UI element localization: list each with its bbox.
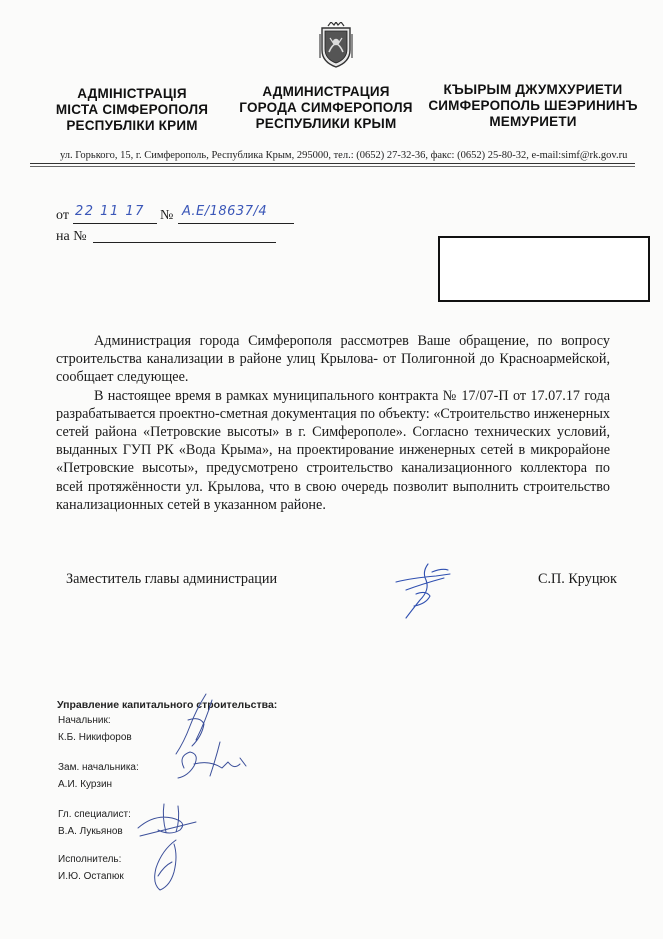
signature-scribble [392,560,472,620]
org-cr-line-2: СИМФЕРОПОЛЬ ШЕЭРИНИНЪ [428,98,638,113]
number-value: А.Е/18637/4 [182,204,268,219]
org-ru-line-2: ГОРОДА СИМФЕРОПОЛЯ [239,100,413,115]
approver-role: Начальник: [58,715,111,726]
crimea-coat-of-arms-icon [318,22,354,68]
body-paragraph: В настоящее время в рамках муниципального контракта № 17/07-П от 17.07.17 года разрабатывается проектно-сметная документация по объекту: «Строительство инженерных сетей района «Петровские высоты» в г. Симферополе». Согласно технических условий, выданных ГУП РК «Вода Крыма», на проектирование инженерных сетей в микрорайоне «Петровские высоты», предусмотрено строительство канализационного коллектора по всей протяжённости ул. Крылова, что в свою очередь позволит выполнить строительство канализационных сетей в указанном районе. [56,387,610,513]
letterhead-address: ул. Горького, 15, г. Симферополь, Республика Крым, 295000, тел.: (0652) 27-32-36, факс: (0652) 25-80-32, e-mail:simf@rk.gov.ru [60,150,628,161]
org-ru-line-3: РЕСПУБЛИКИ КРЫМ [255,116,397,131]
org-ru-line-1: АДМИНИСТРАЦИЯ [262,84,390,99]
org-cr-line-3: МЕМУРИЕТИ [489,114,577,129]
number-field [178,206,294,224]
approval-signature-4 [140,836,190,896]
approver-name: И.Ю. Остапюк [58,871,124,882]
date-value: 22 11 17 [75,204,145,219]
body-paragraph: Администрация города Симферополя рассмотрев Ваше обращение, по вопросу строительства канализации в районе улиц Крылова- от Полигонной до Красноармейской, сообщает следующее. [56,333,610,386]
org-ua-line-1: АДМІНІСТРАЦІЯ [77,86,187,101]
org-ua-line-2: МІСТА СІМФЕРОПОЛЯ [55,102,209,117]
org-name-russian [228,84,424,132]
approver-block [58,808,131,838]
approver-block [58,761,139,791]
org-ua-line-3: РЕСПУБЛІКИ КРИМ [66,118,198,133]
org-name-crimean-tatar [424,82,642,130]
reply-to-field [93,226,276,243]
letter-body [56,332,610,514]
approver-role: Исполнитель: [58,854,122,865]
department-title: Управление капитального строительства: [57,699,278,711]
approval-signature-2 [170,738,254,788]
approver-role: Гл. специалист: [58,809,131,820]
approver-name: В.А. Лукьянов [58,826,123,837]
date-field [73,206,157,224]
from-label: от [56,208,69,223]
letterhead-divider-thin [30,166,635,167]
reply-to-label: на № [56,229,87,244]
approver-role: Зам. начальника: [58,762,139,773]
org-name-ukrainian [42,86,222,134]
signatory-title: Заместитель главы администрации [66,571,278,587]
signatory-name: С.П. Круцюк [538,571,617,587]
approver-block [58,853,124,883]
approver-name: А.И. Курзин [58,779,113,790]
approver-block [58,714,132,744]
letterhead-divider [30,163,635,164]
number-label: № [160,208,174,223]
org-cr-line-1: КЪЫРЫМ ДЖУМХУРИЕТИ [443,82,623,97]
redacted-addressee-box [438,236,650,302]
approver-name: К.Б. Никифоров [58,732,132,743]
